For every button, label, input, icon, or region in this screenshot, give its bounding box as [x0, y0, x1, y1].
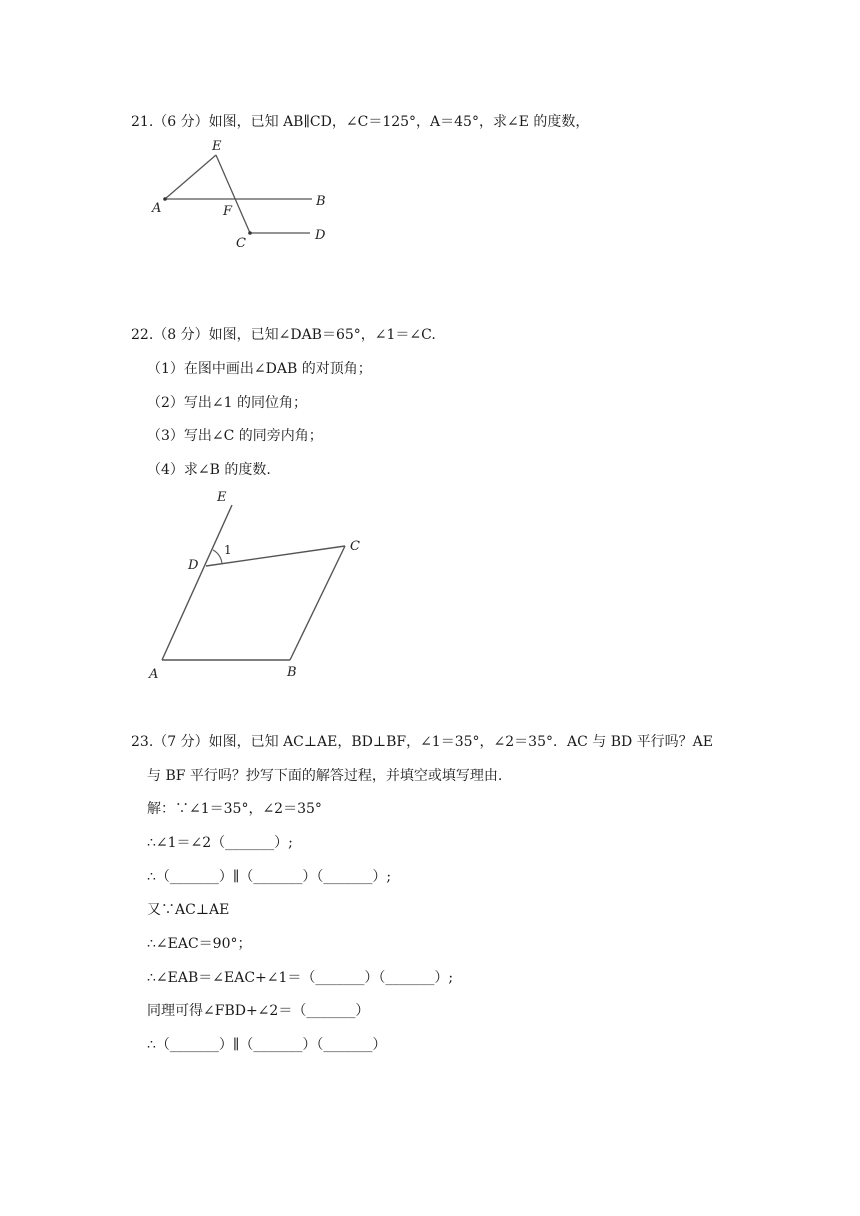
q21-figure	[145, 135, 345, 259]
q22-label-d: D	[188, 558, 199, 573]
q23-step-7: 同理可得∠FBD+∠2＝（_______）	[147, 1003, 370, 1019]
q21-label-e: E	[212, 139, 222, 154]
q23-step-4: 又∵AC⊥AE	[147, 902, 230, 918]
q23-step-1: 解：∵∠1＝35°，∠2＝35°	[147, 801, 322, 817]
q23-step-2: ∴∠1＝∠2（_______）;	[147, 835, 293, 851]
q21-label-a: A	[152, 201, 162, 216]
q22-stem: 22.（8 分）如图，已知∠DAB＝65°，∠1＝∠C.	[131, 327, 436, 343]
q21-stem: 21.（6 分）如图，已知 AB∥CD，∠C＝125°，A＝45°，求∠E 的度数，	[131, 114, 590, 130]
q23-stem-line-2: 与 BF 平行吗？抄写下面的解答过程，并填空或填写理由.	[147, 768, 503, 784]
q22-label-e: E	[217, 490, 227, 505]
q21-label-d: D	[315, 228, 326, 243]
q21-point-c	[248, 231, 252, 235]
q23-stem-line-1: 23.（7 分）如图，已知 AC⊥AE，BD⊥BF，∠1＝35°，∠2＝35°．AC 与 BD 平行吗？AE	[131, 734, 713, 750]
q23-step-5: ∴∠EAC＝90°；	[147, 936, 252, 952]
q22-label-a: A	[149, 667, 159, 682]
q21-point-a	[163, 197, 167, 201]
q22-label-b: B	[287, 665, 297, 680]
q21-diagram	[145, 135, 345, 255]
q22-label-c: C	[350, 539, 360, 554]
q22-part-1: （1）在图中画出∠DAB 的对顶角；	[147, 361, 372, 377]
q21-label-b: B	[316, 194, 326, 209]
q23-step-3: ∴（_______）∥（_______）（_______）;	[147, 869, 392, 885]
q21-label-c: C	[236, 236, 246, 251]
q21-label-f: F	[223, 204, 233, 219]
q21-line-ae	[165, 155, 216, 199]
q22-angle-1-arc	[213, 550, 222, 564]
q22-part-2: （2）写出∠1 的同位角；	[147, 395, 307, 411]
q21-line-ec	[216, 155, 250, 233]
q22-diagram	[140, 488, 380, 688]
q22-line-ae	[162, 505, 232, 660]
q22-line-cb	[290, 546, 345, 660]
q22-figure	[140, 488, 380, 692]
q23-step-8: ∴（_______）∥（_______）（_______）	[147, 1037, 387, 1053]
q22-part-3: （3）写出∠C 的同旁内角；	[147, 428, 323, 444]
q22-label-angle-1: 1	[224, 543, 232, 557]
q22-part-4: （4）求∠B 的度数.	[147, 462, 271, 478]
q23-step-6: ∴∠EAB＝∠EAC+∠1＝（_______）（_______）;	[147, 970, 454, 986]
